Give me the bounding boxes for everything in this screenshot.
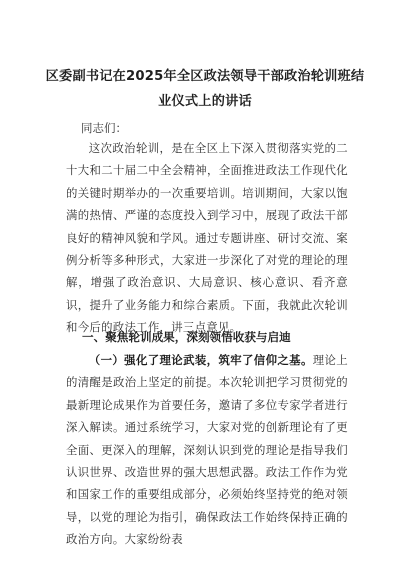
- document-title: 区委副书记在2025年全区政法领导干部政治轮训班结业仪式上的讲话: [45, 69, 365, 109]
- section-heading: 一、聚焦轮训成果，深刻领悟收获与启迪: [82, 330, 291, 344]
- subsection-lead: （一）强化了理论武装，筑牢了信仰之基。: [88, 353, 313, 367]
- salutation: 同志们：: [81, 121, 127, 135]
- subsection-body: 理论上的清醒是政治上坚定的前提。本次轮训把学习贯彻党的最新理论成果作为首要任务，邀请了多位专家学者进行深入解读。通过系统学习，大家对党的创新理论有了更全面、更深入的理解，深刻认识到党的理论是指导我们认识世界、改造世界的强大思想武器。政法工作作为党和国家工作的重要组成部分，必须始终坚持党的绝对领导，以党的理论为指引，确保政法工作始终保持正确的政治方向。大家纷纷表: [66, 353, 348, 547]
- subsection-paragraph: [66, 349, 348, 551]
- intro-paragraph: 这次政治轮训，是在全区上下深入贯彻落实党的二十大和二十届二中全会精神，全面推进政法工作现代化的关键时期举办的一次重要培训。培训期间，大家以饱满的热情、严谨的态度投入到学习中，展现了政法干部良好的精神风貌和学风。通过专题讲座、研讨交流、案例分析等多种形式，大家进一步深化了对党的理论的理解，增强了政治意识、大局意识、核心意识、看齐意识，提升了业务能力和综合素质。下面，我就此次轮训和今后的政法工作，讲三点意见。: [66, 141, 348, 335]
